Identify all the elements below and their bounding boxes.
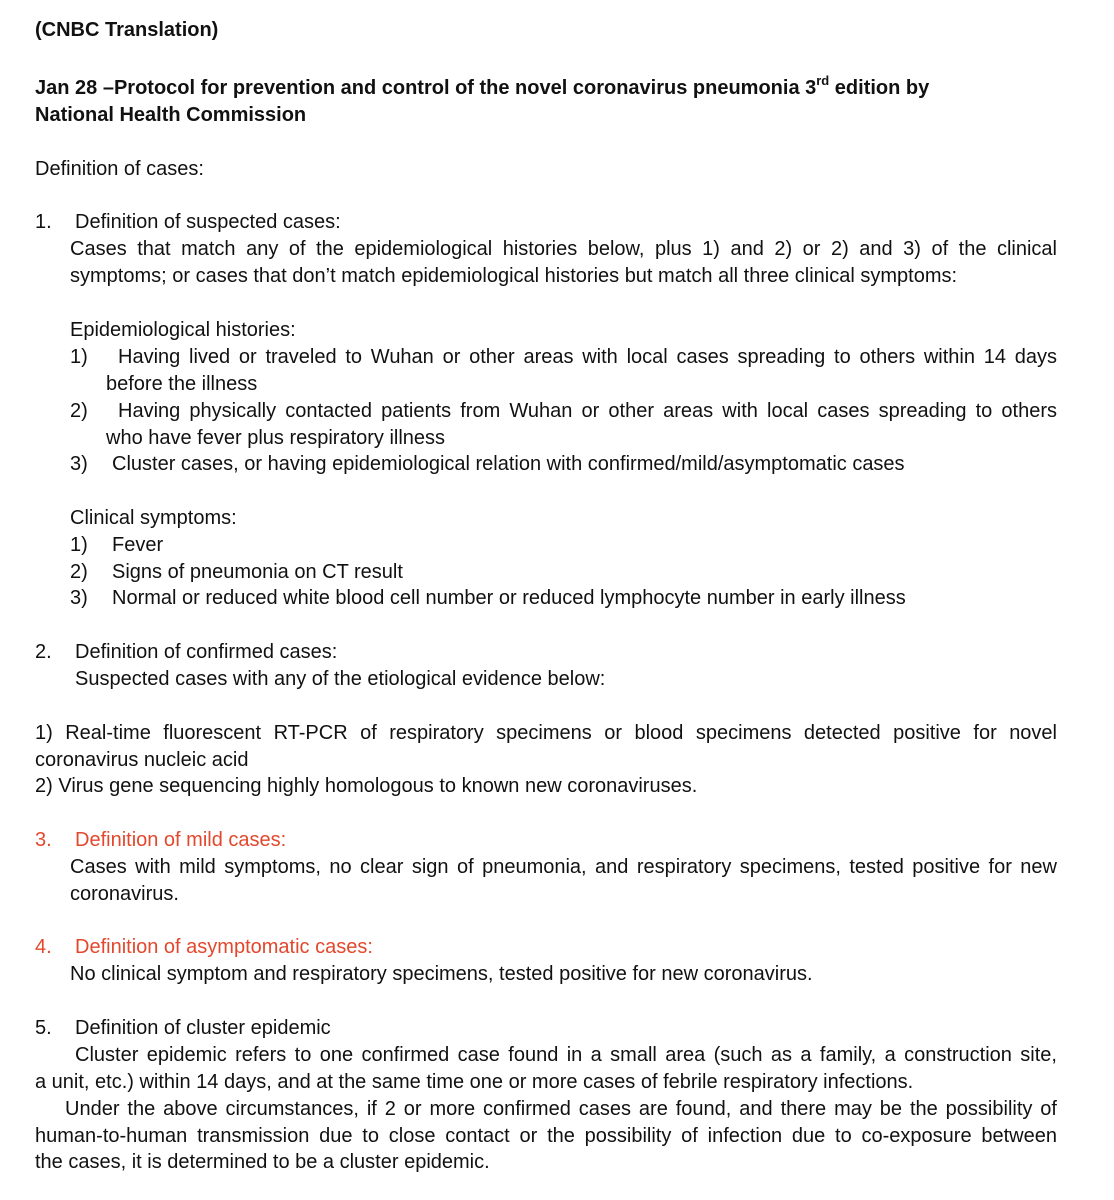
- document-title: [35, 75, 929, 101]
- paragraph-line: symptoms; or cases that don’t match epidemiological histories but match all three clinical symptoms:: [70, 265, 958, 287]
- intro-text: Definition of cases:: [35, 158, 204, 180]
- paragraph-line: a unit, etc.) within 14 days, and at the same time one or more cases of febrile respiratory infections.: [35, 1071, 914, 1093]
- section-heading: Definition of cluster epidemic: [75, 1017, 331, 1039]
- section-heading: Definition of suspected cases:: [75, 211, 341, 233]
- list-item: Signs of pneumonia on CT result: [112, 561, 403, 583]
- title-text-end: edition by: [829, 77, 930, 99]
- section-number: 4.: [35, 936, 52, 958]
- paragraph-line: 1) Real-time fluorescent RT-PCR of respiratory specimens or blood specimens detected positive for novel: [35, 722, 1057, 744]
- list-item-cont: who have fever plus respiratory illness: [106, 427, 446, 449]
- list-number: 3): [70, 453, 88, 475]
- paragraph-line: coronavirus.: [70, 883, 179, 905]
- paragraph-line: Cases with mild symptoms, no clear sign of pneumonia, and respiratory specimens, tested positive for new: [70, 856, 1057, 878]
- section-number: 1.: [35, 211, 52, 233]
- paragraph-line: Under the above circumstances, if 2 or more confirmed cases are found, and there may be the possibility of: [65, 1098, 1057, 1120]
- section-number: 5.: [35, 1017, 52, 1039]
- section-number: 2.: [35, 641, 52, 663]
- list-item: Cluster cases, or having epidemiological relation with confirmed/mild/asymptomatic cases: [112, 453, 905, 475]
- section-heading: Definition of asymptomatic cases:: [75, 936, 373, 958]
- paragraph-line: Cluster epidemic refers to one confirmed case found in a small area (such as a family, a construction site,: [75, 1044, 1057, 1066]
- subheading: Epidemiological histories:: [70, 319, 296, 341]
- section-number: 3.: [35, 829, 52, 851]
- subheading: Clinical symptoms:: [70, 507, 237, 529]
- list-item: Fever: [112, 534, 164, 556]
- list-number: 2): [70, 561, 88, 583]
- section-heading: Definition of confirmed cases:: [75, 641, 338, 663]
- list-number: 1): [70, 346, 88, 368]
- title-superscript: rd: [816, 73, 830, 88]
- list-item: Having physically contacted patients from Wuhan or other areas with local cases spreading to others: [118, 400, 1057, 422]
- paragraph-line: the cases, it is determined to be a cluster epidemic.: [35, 1151, 490, 1173]
- header-label: (CNBC Translation): [35, 19, 219, 41]
- list-item: Normal or reduced white blood cell number or reduced lymphocyte number in early illness: [112, 587, 906, 609]
- list-number: 1): [70, 534, 88, 556]
- paragraph-line: Cases that match any of the epidemiological histories below, plus 1) and 2) or 2) and 3) of the clinical: [70, 238, 1057, 260]
- list-number: 2): [70, 400, 88, 422]
- paragraph-line: No clinical symptom and respiratory specimens, tested positive for new coronavirus.: [70, 963, 813, 985]
- section-heading: Definition of mild cases:: [75, 829, 287, 851]
- paragraph-line: 2) Virus gene sequencing highly homologous to known new coronaviruses.: [35, 775, 698, 797]
- list-item-cont: before the illness: [106, 373, 258, 395]
- list-number: 3): [70, 587, 88, 609]
- paragraph-line: Suspected cases with any of the etiological evidence below:: [75, 668, 606, 690]
- paragraph-line: coronavirus nucleic acid: [35, 749, 249, 771]
- paragraph-line: human-to-human transmission due to close contact or the possibility of infection due to co-exposure between: [35, 1125, 1057, 1147]
- list-item: Having lived or traveled to Wuhan or other areas with local cases spreading to others within 14 days: [118, 346, 1057, 368]
- title-text: Jan 28 –Protocol for prevention and control of the novel coronavirus pneumonia 3: [35, 77, 817, 99]
- document-title-line2: National Health Commission: [35, 104, 307, 126]
